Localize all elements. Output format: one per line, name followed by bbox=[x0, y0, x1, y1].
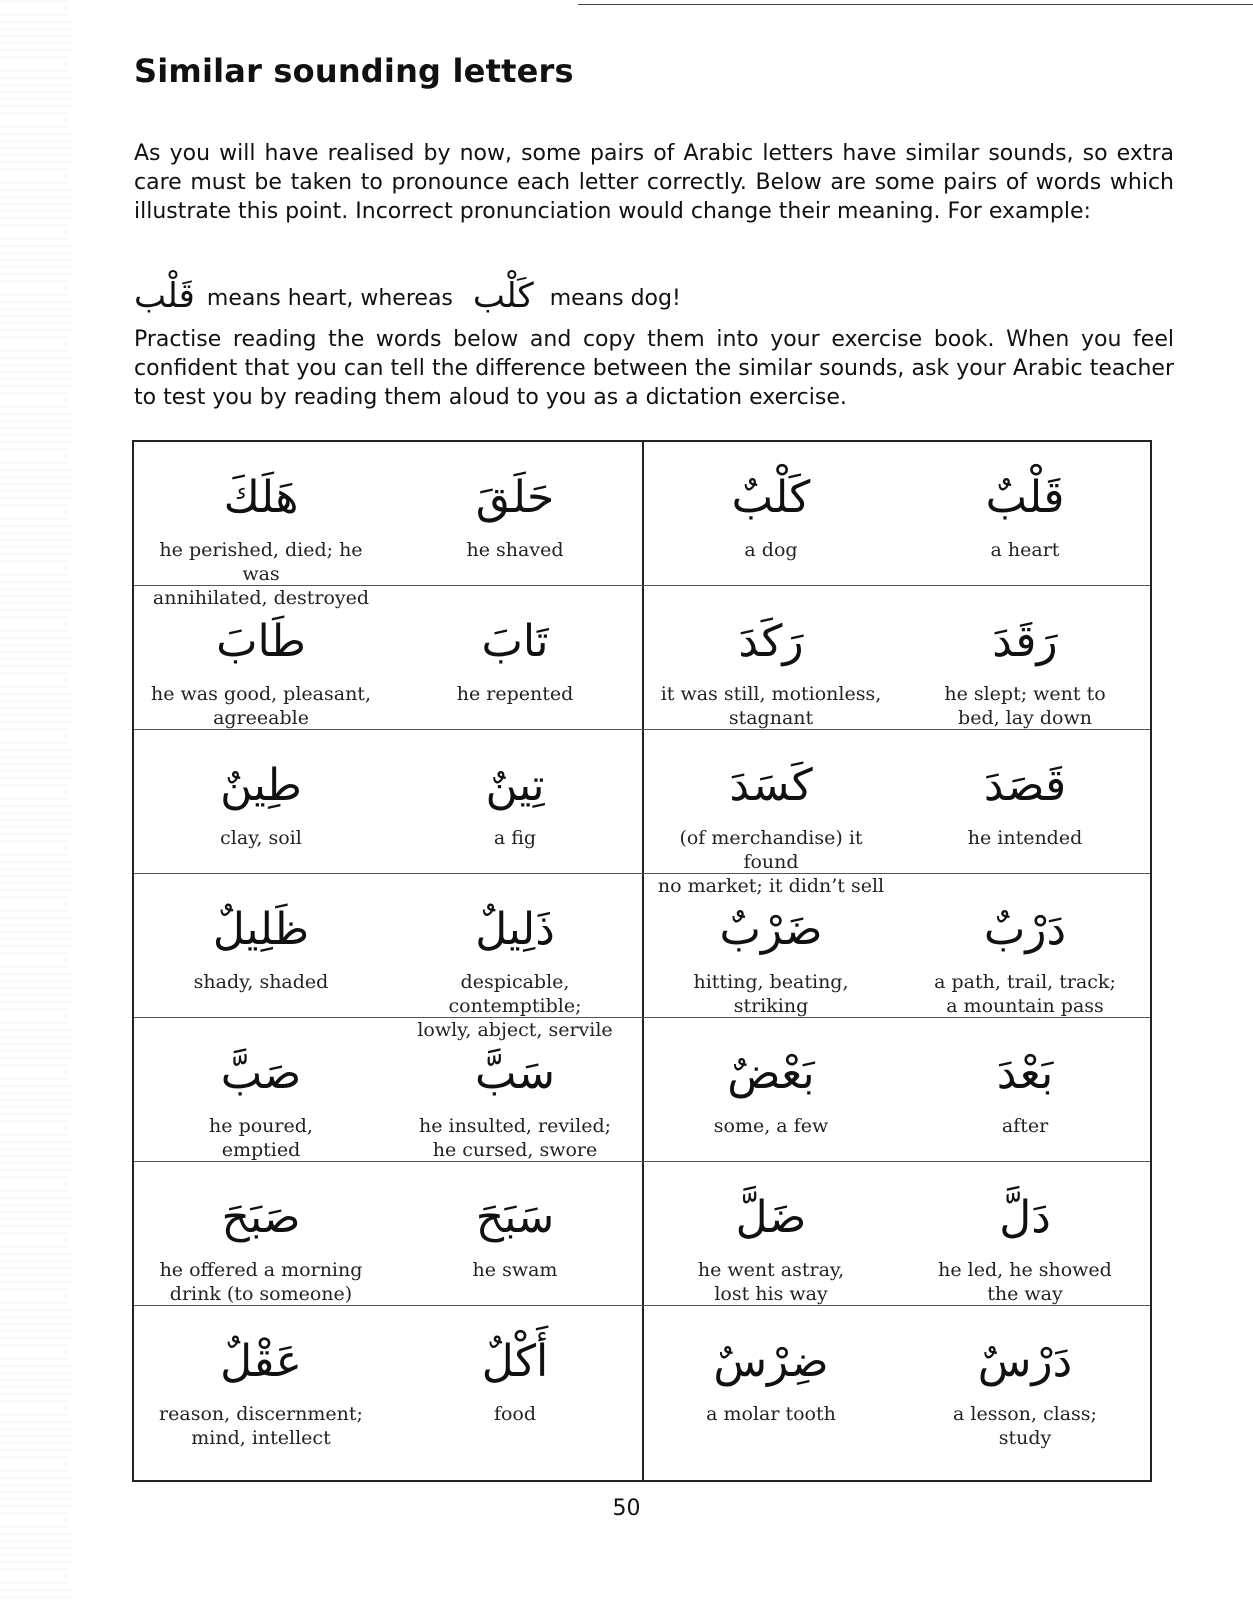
word-cell bbox=[134, 874, 388, 1017]
english-meaning: after bbox=[1001, 1115, 1049, 1137]
example-text-heart: means heart, whereas bbox=[206, 286, 453, 311]
english-meaning: it was still, motionless, stagnant bbox=[660, 683, 882, 729]
word-cell bbox=[898, 730, 1152, 873]
arabic-word: ظَلِيلٌ bbox=[212, 904, 310, 955]
english-meaning: clay, soil bbox=[220, 827, 302, 849]
english-meaning: a dog bbox=[744, 539, 798, 561]
english-meaning: some, a few bbox=[713, 1115, 829, 1137]
word-cell bbox=[134, 1306, 388, 1466]
arabic-word: طَابَ bbox=[216, 616, 306, 667]
arabic-word: كَسَدَ bbox=[729, 760, 813, 811]
english-meaning: he offered a morning drink (to someone) bbox=[159, 1259, 363, 1305]
word-cell bbox=[134, 1018, 388, 1161]
word-cell bbox=[898, 1162, 1152, 1305]
english-meaning: reason, discernment; mind, intellect bbox=[159, 1403, 363, 1449]
arabic-word: عَقْلٌ bbox=[220, 1336, 302, 1387]
arabic-word: قَلْبٌ bbox=[985, 472, 1065, 523]
english-meaning: a molar tooth bbox=[706, 1403, 836, 1425]
table-row bbox=[134, 874, 1150, 1041]
english-meaning: shady, shaded bbox=[193, 971, 329, 993]
word-cell bbox=[388, 442, 642, 585]
example-text-dog: means dog! bbox=[549, 286, 681, 311]
english-meaning: he swam bbox=[472, 1259, 558, 1281]
word-cell bbox=[134, 442, 388, 609]
word-cell bbox=[644, 730, 898, 897]
english-meaning: a path, trail, track; a mountain pass bbox=[934, 971, 1116, 1017]
example-word-dog: كَلْب bbox=[472, 276, 534, 316]
arabic-word: سَبَّ bbox=[474, 1048, 556, 1099]
arabic-word: رَقَدَ bbox=[992, 616, 1058, 667]
arabic-word: رَكَدَ bbox=[738, 616, 804, 667]
arabic-word: تِينٌ bbox=[485, 760, 545, 811]
arabic-word: بَعْدَ bbox=[996, 1048, 1054, 1099]
english-meaning: he shaved bbox=[466, 539, 564, 561]
arabic-word: ضِرْسٌ bbox=[713, 1336, 829, 1387]
word-cell bbox=[388, 1162, 642, 1305]
english-meaning: despicable, contemptible; lowly, abject, servile bbox=[417, 971, 613, 1041]
arabic-word: بَعْضٌ bbox=[727, 1048, 815, 1099]
arabic-word: دَرْسٌ bbox=[977, 1336, 1073, 1387]
arabic-word: هَلَكَ bbox=[223, 472, 299, 523]
english-meaning: he perished, died; he was annihilated, destroyed bbox=[152, 539, 370, 609]
word-cell bbox=[134, 586, 388, 729]
word-cell bbox=[388, 1306, 642, 1466]
arabic-word: ضَلَّ bbox=[735, 1192, 807, 1243]
english-meaning: a lesson, class; study bbox=[953, 1403, 1097, 1449]
table-row bbox=[134, 1306, 1150, 1466]
word-cell bbox=[388, 586, 642, 729]
word-cell bbox=[644, 1018, 898, 1161]
word-cell bbox=[644, 1306, 898, 1466]
word-cell bbox=[388, 1018, 642, 1161]
word-cell bbox=[898, 874, 1152, 1017]
english-meaning: a heart bbox=[990, 539, 1060, 561]
table-row bbox=[134, 1162, 1150, 1306]
arabic-word: دَلَّ bbox=[999, 1192, 1051, 1243]
example-line bbox=[134, 272, 1174, 316]
english-meaning: he led, he showed the way bbox=[938, 1259, 1112, 1305]
english-meaning: hitting, beating, striking bbox=[693, 971, 849, 1017]
table-row bbox=[134, 730, 1150, 897]
arabic-word: طِينٌ bbox=[220, 760, 302, 811]
arabic-word: ذَلِيلٌ bbox=[475, 904, 555, 955]
english-meaning: he went astray, lost his way bbox=[697, 1259, 845, 1305]
example-word-heart: قَلْب bbox=[134, 276, 195, 316]
english-meaning: he was good, pleasant, agreeable bbox=[151, 683, 371, 729]
english-meaning: a fig bbox=[493, 827, 537, 849]
word-cell bbox=[898, 1018, 1152, 1161]
table-row bbox=[134, 1018, 1150, 1162]
arabic-word: تَابَ bbox=[481, 616, 549, 667]
word-cell bbox=[898, 442, 1152, 585]
arabic-word: سَبَحَ bbox=[475, 1192, 555, 1243]
vocabulary-table bbox=[132, 440, 1152, 1482]
english-meaning: he intended bbox=[967, 827, 1083, 849]
arabic-word: أَكْلٌ bbox=[481, 1336, 549, 1387]
word-cell bbox=[388, 874, 642, 1041]
english-meaning: he insulted, reviled; he cursed, swore bbox=[418, 1115, 612, 1161]
word-cell bbox=[134, 730, 388, 873]
arabic-word: دَرْبٌ bbox=[983, 904, 1067, 955]
arabic-word: صَبَّ bbox=[220, 1048, 302, 1099]
word-cell bbox=[898, 1306, 1152, 1466]
table-row bbox=[134, 586, 1150, 730]
arabic-word: صَبَحَ bbox=[221, 1192, 301, 1243]
intro-paragraph: As you will have realised by now, some pairs of Arabic letters have similar sounds, so extra care must be taken to pronounce each letter correctly. Below are some pairs of words which illustrate this point. Incorrect pronunciation would change their meaning. For example: bbox=[134, 141, 1174, 224]
word-cell bbox=[644, 586, 898, 729]
arabic-word: حَلَقَ bbox=[475, 472, 555, 523]
arabic-word: قَصَدَ bbox=[983, 760, 1067, 811]
word-cell bbox=[388, 730, 642, 873]
arabic-word: كَلْبٌ bbox=[731, 472, 811, 523]
word-cell bbox=[898, 586, 1152, 729]
word-cell bbox=[644, 874, 898, 1017]
table-row bbox=[134, 442, 1150, 609]
top-rule bbox=[578, 4, 1253, 5]
word-cell bbox=[134, 1162, 388, 1305]
english-meaning: he slept; went to bed, lay down bbox=[944, 683, 1106, 729]
arabic-word: ضَرْبٌ bbox=[719, 904, 823, 955]
word-cell bbox=[644, 442, 898, 585]
english-meaning: (of merchandise) it found no market; it didn’t sell bbox=[657, 827, 885, 897]
page-number: 50 bbox=[612, 1496, 641, 1521]
english-meaning: he repented bbox=[456, 683, 574, 705]
page-title: Similar sounding letters bbox=[134, 52, 574, 90]
word-cell bbox=[644, 1162, 898, 1305]
english-meaning: he poured, emptied bbox=[209, 1115, 313, 1161]
scan-margin-shading bbox=[0, 0, 70, 1600]
instructions-paragraph: Practise reading the words below and copy them into your exercise book. When you feel confident that you can tell the difference between the similar sounds, ask your Arabic teacher to test you by reading them aloud to you as a dictation exercise. bbox=[134, 327, 1174, 410]
english-meaning: food bbox=[493, 1403, 537, 1425]
